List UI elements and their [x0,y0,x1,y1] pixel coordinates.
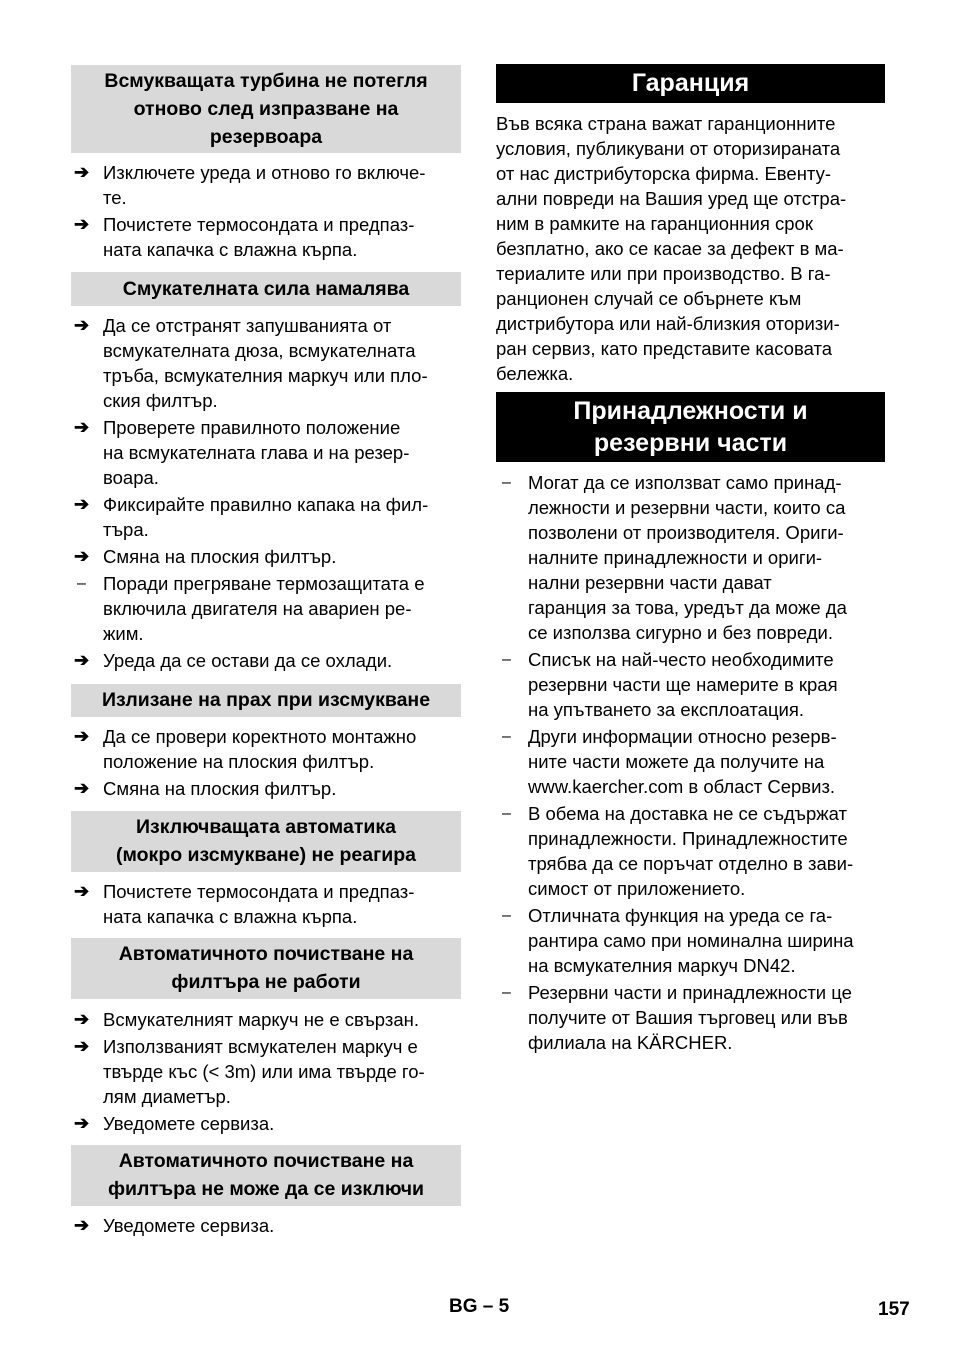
list-item: – Други информации относно резерв- ните части можете да получите на www.kaercher.com в област Сервиз. [502,726,837,797]
arrow-icon: ➔ [74,214,90,234]
arrow-icon: ➔ [74,881,90,901]
arrow-icon: ➔ [74,1009,90,1029]
dash-icon: – [502,474,511,491]
section-heading-suction [71,272,461,306]
accessories-list [496,470,885,1055]
heading-line: Автоматичното почистване на [118,943,414,965]
list-item: – Могат да се използват само принад- лежности и резервни части, които са позволени от производителя. Ориги- налните принадлежности и ориги- нални резервни части дават гаранция за това, уредът да може да се използва сигурно и без повреди. [502,472,847,643]
dash-icon: – [502,907,511,924]
section-list-suction [71,313,461,673]
list-item: ➔ Фиксирайте правилно капака на фил- търа. [74,494,429,540]
heading-line: отново след изпразване на [133,98,399,120]
arrow-icon: ➔ [74,1036,90,1056]
dash-icon: – [502,984,511,1001]
arrow-icon: ➔ [74,1113,90,1133]
arrow-icon: ➔ [74,546,90,566]
list-item: – В обема на доставка не се съдържат принадлежности. Принадлежностите трябва да се поръчат отделно в зави- симост от приложението. [502,803,854,899]
list-item: ➔ Почистете термосондата и предпаз- ната капачка с влажна кърпа. [74,881,415,927]
list-item: ➔ Смяна на плоския филтър. [74,546,337,567]
heading-line: филтъра не работи [171,971,361,993]
section-list-filter-clean [71,1007,461,1136]
dash-icon: – [502,805,511,822]
list-item: ➔ Проверете правилното положение на всмукателната глава и на резер- воара. [74,417,410,488]
section-heading-shutoff [71,811,461,872]
arrow-icon: ➔ [74,726,90,746]
list-item: ➔ Уведомете сервиза. [74,1113,275,1134]
list-item: ➔ Използваният всмукателен маркуч е твърде къс (< 3m) или има твърде го- лям диаметър. [74,1036,425,1107]
list-item: ➔ Изключете уреда и отново го включе- те. [74,162,426,208]
dash-icon: – [502,651,511,668]
accessories-heading: Принадлежности и резервни части [496,392,885,462]
section-heading-filter-off [71,1145,461,1206]
section-list-filter-off [71,1213,461,1238]
list-item: ➔ Почистете термосондата и предпаз- ната капачка с влажна кърпа. [74,214,415,260]
heading-line: Излизане на прах при изсмукване [101,689,431,711]
heading-line: Всмукващата турбина не потегля [104,70,428,92]
list-item: – Поради прегряване термозащитата е включила двигателя на авариен ре- жим. [77,573,425,644]
arrow-icon: ➔ [74,162,90,182]
list-item: – Отличната функция на уреда се га- рантира само при номинална ширина на всмукателния маркуч DN42. [502,905,854,976]
page-number: 157 [878,1299,910,1320]
section-list-shutoff [71,879,461,929]
list-item: – Списък на най-често необходимите резервни части ще намерите в края на упътването за експлоатация. [502,649,838,720]
section-list-dust [71,724,461,801]
list-item: ➔ Смяна на плоския филтър. [74,778,337,799]
dash-icon: – [502,728,511,745]
section-heading-turbine [71,65,461,153]
heading-line: резервоара [209,126,323,148]
heading-line: Смукателната сила намалява [122,278,410,300]
section-heading-filter-clean [71,938,461,999]
heading-line: Изключващата автоматика [136,816,396,838]
warranty-text: Във всяка страна важат гаранционните условия, публикувани от оторизираната от нас дистрибуторска фирма. Евенту- ални повреди на Вашия уред ще отстра- ним в рамките на гаранционния срок безплатно, ако се касае за дефект в ма- териалите или при производство. В га- ранционен случай се обърнете към дистрибутора или най-близкия оторизи- ран сервиз, като представите касовата бележка. [496,113,847,384]
section-list-turbine [71,160,461,262]
list-item: ➔ Всмукателният маркуч не е свързан. [74,1009,419,1030]
list-item: ➔ Да се провери коректното монтажно положение на плоския филтър. [74,726,417,772]
dash-icon: – [77,575,86,592]
section-code: BG – 5 [449,1296,510,1317]
arrow-icon: ➔ [74,315,90,335]
arrow-icon: ➔ [74,650,90,670]
list-item: ➔ Уреда да се остави да се охлади. [74,650,393,671]
list-item: ➔ Да се отстранят запушванията от всмукателната дюза, всмукателната тръба, всмукателния маркуч или пло- ския филтър. [74,315,428,411]
heading-line: филтъра не може да се изключи [107,1178,425,1200]
arrow-icon: ➔ [74,778,90,798]
arrow-icon: ➔ [74,417,90,437]
arrow-icon: ➔ [74,494,90,514]
list-item: – Резервни части и принадлежности це получите от Вашия търговец или във филиала на KÄRCHER. [502,982,852,1053]
section-heading-dust [71,684,461,717]
heading-line: (мокро изсмукване) не реагира [115,844,416,866]
arrow-icon: ➔ [74,1215,90,1235]
list-item: ➔ Уведомете сервиза. [74,1215,275,1236]
warranty-heading: Гаранция [496,64,885,103]
heading-line: Автоматичното почистване на [118,1150,414,1172]
